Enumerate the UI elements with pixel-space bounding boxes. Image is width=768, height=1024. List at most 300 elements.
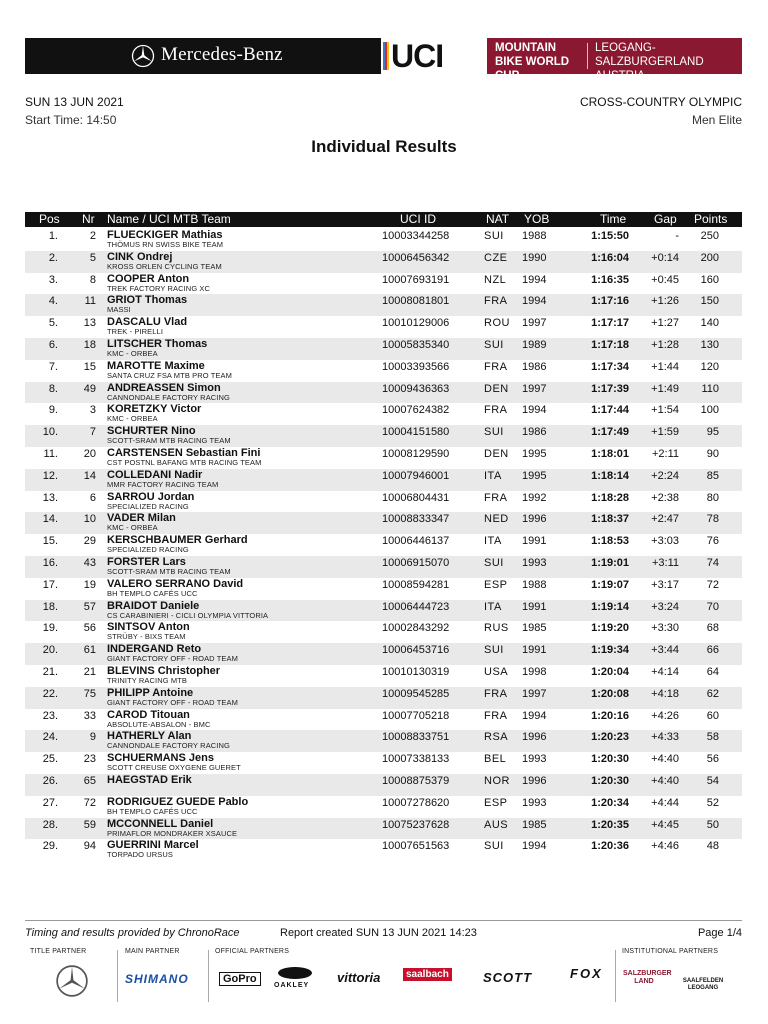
cell-time: 1:18:28	[591, 491, 629, 504]
cell-time: 1:20:36	[591, 840, 629, 853]
cell-uci-id: 10010129006	[382, 317, 450, 330]
cell-points: 68	[706, 622, 719, 635]
cell-yob: 1998	[522, 665, 547, 678]
cell-nr: 9	[89, 731, 96, 744]
cell-nr: 94	[83, 840, 96, 853]
cell-gap: +4:46	[651, 840, 679, 853]
cell-yob: 1986	[522, 426, 547, 439]
cell-nat: SUI	[484, 644, 504, 657]
uci-logo	[381, 38, 487, 74]
cell-time: 1:17:44	[591, 404, 629, 417]
cell-name: FORSTER Lars	[107, 555, 186, 568]
cell-nat: FRA	[484, 709, 508, 722]
divider	[208, 950, 209, 1002]
cell-pos: 16.	[42, 556, 58, 569]
cell-team: CS CARABINIERI - CICLI OLYMPIA VITTORIA	[107, 610, 269, 620]
cell-pos: 10.	[42, 426, 58, 439]
cell-yob: 1993	[522, 796, 547, 809]
cell-nr: 10	[83, 513, 96, 526]
cell-uci-id: 10006446137	[382, 535, 450, 548]
cell-uci-id: 10006456342	[382, 251, 450, 264]
scott-logo: SCOTT	[483, 970, 533, 985]
cell-pos: 5.	[48, 317, 58, 330]
table-row	[25, 338, 742, 360]
cell-uci-id: 10008129590	[382, 447, 450, 460]
cell-yob: 1985	[522, 622, 547, 635]
cell-yob: 1986	[522, 360, 547, 373]
cell-time: 1:17:39	[591, 382, 629, 395]
cell-name: LITSCHER Thomas	[107, 337, 208, 350]
col-uci-id: UCI ID	[400, 212, 436, 226]
table-row	[25, 665, 742, 687]
cell-nr: 7	[89, 426, 96, 439]
table-row	[25, 273, 742, 295]
cell-time: 1:18:14	[591, 469, 629, 482]
cell-uci-id: 10008594281	[382, 578, 450, 591]
cell-name: ANDREASSEN Simon	[107, 381, 221, 394]
cell-nr: 18	[83, 338, 96, 351]
cell-nat: NED	[484, 513, 509, 526]
cell-yob: 1990	[522, 251, 547, 264]
cell-points: 85	[706, 469, 719, 482]
cell-team: SPECIALIZED RACING	[107, 545, 189, 555]
cell-uci-id: 10005835340	[382, 338, 450, 351]
race-category: Men Elite	[691, 113, 742, 127]
cell-team: SCOTT-SRAM MTB RACING TEAM	[107, 436, 231, 446]
cell-yob: 1994	[522, 840, 547, 853]
gopro-logo: GoPro	[219, 972, 261, 986]
cell-points: 130	[700, 338, 719, 351]
cell-uci-id: 10008081801	[382, 295, 450, 308]
cell-nr: 43	[83, 556, 96, 569]
cell-name: SINTSOV Anton	[107, 621, 190, 634]
sponsor-strip	[25, 948, 742, 1008]
cell-team: STRÜBY - BIXS TEAM	[107, 632, 186, 642]
cell-uci-id: 10006453716	[382, 644, 450, 657]
cell-pos: 27.	[42, 796, 58, 809]
saalfelden-leogang-logo: SAALFELDEN LEOGANG	[682, 978, 724, 991]
table-row	[25, 600, 742, 622]
cell-name: MCCONNELL Daniel	[107, 817, 214, 830]
cell-team: BH TEMPLO CAFÉS UCC	[107, 806, 198, 816]
cell-points: 52	[706, 796, 719, 809]
cell-time: 1:19:01	[591, 556, 629, 569]
cell-name: SARROU Jordan	[107, 490, 195, 503]
cell-gap: +4:40	[651, 753, 679, 766]
cell-name: COOPER Anton	[107, 272, 190, 285]
cell-yob: 1993	[522, 556, 547, 569]
table-row	[25, 512, 742, 534]
cell-nat: RUS	[484, 622, 509, 635]
cell-gap: +4:14	[651, 665, 679, 678]
fox-logo: FOX	[570, 966, 603, 981]
timing-credit: Timing and results provided by ChronoRace	[25, 927, 240, 939]
cell-team: KMC - ORBEA	[107, 414, 158, 424]
cell-name: GUERRINI Marcel	[107, 839, 199, 852]
cell-uci-id: 10007946001	[382, 469, 450, 482]
col-nat: NAT	[486, 212, 510, 226]
cell-nat: FRA	[484, 491, 508, 504]
cell-yob: 1988	[522, 578, 547, 591]
cell-name: GRIOT Thomas	[107, 294, 188, 307]
cell-uci-id: 10008875379	[382, 774, 450, 787]
cell-time: 1:17:16	[591, 295, 629, 308]
cell-pos: 11.	[43, 447, 58, 460]
cell-points: 58	[706, 731, 719, 744]
cell-pos: 9.	[48, 404, 58, 417]
cell-time: 1:18:53	[591, 535, 629, 548]
cell-name: VALERO SERRANO David	[107, 577, 244, 590]
cell-gap: +1:27	[651, 317, 679, 330]
table-row	[25, 578, 742, 600]
cell-nr: 6	[89, 491, 96, 504]
cell-uci-id: 10004151580	[382, 426, 450, 439]
cell-nr: 21	[83, 665, 96, 678]
cell-points: 120	[700, 360, 719, 373]
cell-nat: FRA	[484, 295, 508, 308]
cell-pos: 28.	[42, 818, 58, 831]
cell-yob: 1997	[522, 687, 547, 700]
col-gap: Gap	[654, 212, 677, 226]
cell-time: 1:17:49	[591, 426, 629, 439]
cell-time: 1:17:18	[591, 338, 629, 351]
cell-nat: USA	[484, 665, 509, 678]
footer-divider	[25, 920, 742, 921]
cell-nr: 13	[83, 317, 96, 330]
cell-gap: +2:47	[651, 513, 679, 526]
cell-nr: 33	[83, 709, 96, 722]
table-row	[25, 251, 742, 273]
cell-name: PHILIPP Antoine	[107, 686, 194, 699]
table-row	[25, 294, 742, 316]
cell-nat: SUI	[484, 426, 504, 439]
cell-gap: +2:38	[651, 491, 679, 504]
cell-yob: 1996	[522, 774, 547, 787]
cell-nat: ROU	[484, 317, 510, 330]
cell-uci-id: 10008833347	[382, 513, 450, 526]
cell-nat: ITA	[484, 600, 502, 613]
cell-nat: FRA	[484, 404, 508, 417]
cell-time: 1:16:04	[591, 251, 629, 264]
cell-uci-id: 10007278620	[382, 796, 450, 809]
cell-team: SPECIALIZED RACING	[107, 501, 189, 511]
cell-gap: -	[675, 230, 679, 242]
table-row	[25, 360, 742, 382]
cell-nat: SUI	[484, 338, 504, 351]
cell-nr: 3	[89, 404, 96, 417]
cell-gap: +4:45	[651, 818, 679, 831]
cell-time: 1:20:30	[591, 753, 629, 766]
cell-time: 1:20:23	[591, 731, 629, 744]
cell-points: 66	[706, 644, 719, 657]
cell-pos: 4.	[48, 295, 58, 308]
table-row	[25, 774, 742, 796]
cell-name: MAROTTE Maxime	[107, 359, 205, 372]
cell-team: MASSI	[107, 305, 131, 315]
cell-nr: 56	[83, 622, 96, 635]
start-time: Start Time: 14:50	[25, 113, 117, 127]
cell-team: SCOTT CREUSE OXYGENE GUERET	[107, 763, 241, 773]
cell-name: SCHUERMANS Jens	[107, 752, 214, 765]
col-nr: Nr	[82, 212, 95, 226]
cell-nat: CZE	[484, 251, 508, 264]
cell-time: 1:15:50	[591, 230, 629, 242]
cell-yob: 1994	[522, 273, 547, 286]
cell-name: CAROD Titouan	[107, 708, 190, 721]
cell-yob: 1994	[522, 404, 547, 417]
cell-yob: 1988	[522, 230, 547, 242]
report-created: Report created SUN 13 JUN 2021 14:23	[280, 927, 477, 939]
cell-points: 150	[700, 295, 719, 308]
cell-points: 78	[706, 513, 719, 526]
cell-uci-id: 10003393566	[382, 360, 450, 373]
cell-nr: 11	[84, 295, 96, 308]
cell-name: KERSCHBAUMER Gerhard	[107, 534, 248, 547]
cell-time: 1:19:14	[591, 600, 629, 613]
cell-time: 1:16:35	[591, 273, 629, 286]
cell-time: 1:19:07	[591, 578, 629, 591]
cell-time: 1:19:34	[591, 644, 629, 657]
label-title-partner: TITLE PARTNER	[30, 948, 87, 955]
cell-nat: ESP	[484, 796, 508, 809]
cell-yob: 1991	[522, 600, 547, 613]
cell-nr: 72	[83, 796, 96, 809]
results-table	[25, 229, 742, 861]
cell-nat: SUI	[484, 230, 504, 242]
cell-nr: 15	[83, 360, 96, 373]
cell-team: ABSOLUTE-ABSALON - BMC	[107, 719, 211, 729]
cell-name: SCHURTER Nino	[107, 425, 196, 438]
cell-pos: 20.	[42, 644, 58, 657]
cell-name: BLEVINS Christopher	[107, 664, 221, 677]
divider	[587, 43, 588, 69]
world-cup-title: MOUNTAIN BIKE WORLD CUP	[495, 42, 570, 82]
cell-nat: FRA	[484, 687, 508, 700]
table-row	[25, 752, 742, 774]
cell-uci-id: 10008833751	[382, 731, 450, 744]
cell-pos: 24.	[42, 731, 58, 744]
cell-time: 1:20:30	[591, 774, 629, 787]
cell-name: COLLEDANI Nadir	[107, 468, 203, 481]
cell-team: KROSS ORLEN CYCLING TEAM	[107, 261, 222, 271]
salzburger-land-logo: SALZBURGER LAND	[623, 970, 672, 985]
cell-uci-id: 10009545285	[382, 687, 450, 700]
cell-team: TREK FACTORY RACING XC	[107, 283, 211, 293]
shimano-logo: SHIMANO	[125, 972, 189, 986]
cell-points: 160	[700, 273, 719, 286]
cell-name: BRAIDOT Daniele	[107, 599, 200, 612]
cell-gap: +1:26	[651, 295, 679, 308]
table-row	[25, 447, 742, 469]
cell-name: HAEGSTAD Erik	[107, 773, 192, 786]
cell-team: PRIMAFLOR MONDRAKER XSAUCE	[107, 828, 238, 838]
cell-nr: 20	[83, 447, 96, 460]
table-row	[25, 469, 742, 491]
oakley-ellipse-icon	[275, 966, 315, 980]
col-pos: Pos	[39, 212, 60, 226]
cell-yob: 1995	[522, 447, 547, 460]
cell-team: GIANT FACTORY OFF - ROAD TEAM	[107, 697, 238, 707]
cell-team: THÖMUS RN SWISS BIKE TEAM	[107, 240, 224, 249]
cell-nr: 29	[83, 535, 96, 548]
rainbow-stripes-icon	[383, 42, 389, 70]
cell-uci-id: 10007705218	[382, 709, 450, 722]
cell-pos: 19.	[42, 622, 58, 635]
cell-pos: 21.	[42, 665, 58, 678]
table-row	[25, 425, 742, 447]
cell-uci-id: 10007693191	[382, 273, 450, 286]
cell-gap: +3:17	[651, 578, 679, 591]
table-row	[25, 839, 742, 861]
cell-team: KMC - ORBEA	[107, 348, 158, 358]
cell-nat: BEL	[484, 753, 507, 766]
cell-nat: NZL	[484, 273, 507, 286]
cell-pos: 8.	[48, 382, 58, 395]
cell-team: TRINITY RACING MTB	[107, 675, 187, 685]
brand-name: Mercedes-Benz	[161, 44, 283, 65]
cell-time: 1:20:08	[591, 687, 629, 700]
cell-pos: 6.	[48, 338, 58, 351]
cell-pos: 2.	[48, 251, 58, 264]
col-points: Points	[694, 212, 728, 226]
cell-yob: 1985	[522, 818, 547, 831]
cell-gap: +0:14	[651, 251, 679, 264]
cell-nr: 65	[83, 774, 96, 787]
cell-time: 1:19:20	[591, 622, 629, 635]
cell-pos: 22.	[42, 687, 58, 700]
cell-yob: 1991	[522, 535, 547, 548]
cell-uci-id: 10006804431	[382, 491, 450, 504]
cell-gap: +3:11	[651, 556, 679, 569]
cell-name: DASCALU Vlad	[107, 316, 188, 329]
cell-uci-id: 10002843292	[382, 622, 450, 635]
cell-team: BH TEMPLO CAFÉS UCC	[107, 588, 198, 598]
cell-nat: FRA	[484, 360, 508, 373]
cell-yob: 1993	[522, 753, 547, 766]
cell-uci-id: 10006444723	[382, 600, 450, 613]
label-main-partner: MAIN PARTNER	[125, 948, 180, 955]
cell-name: HATHERLY Alan	[107, 730, 192, 743]
table-row	[25, 403, 742, 425]
cell-gap: +3:03	[651, 535, 679, 548]
cell-team: CST POSTNL BAFANG MTB RACING TEAM	[107, 457, 262, 467]
cell-pos: 12.	[42, 469, 58, 482]
uci-wordmark: UCI	[391, 38, 444, 74]
table-row	[25, 556, 742, 578]
table-row	[25, 687, 742, 709]
cell-nat: AUS	[484, 818, 509, 831]
cell-gap: +1:28	[651, 338, 679, 351]
cell-nr: 8	[89, 273, 96, 286]
divider	[615, 950, 616, 1002]
cell-yob: 1996	[522, 513, 547, 526]
table-row	[25, 730, 742, 752]
cell-gap: +4:33	[651, 731, 679, 744]
table-row	[25, 818, 742, 840]
cell-points: 56	[706, 753, 719, 766]
cell-nr: 14	[83, 469, 96, 482]
cell-gap: +0:45	[651, 273, 679, 286]
cell-gap: +2:24	[651, 469, 679, 482]
cell-nr: 49	[83, 382, 96, 395]
table-row	[25, 229, 742, 251]
cell-time: 1:20:35	[591, 818, 629, 831]
col-name: Name / UCI MTB Team	[107, 212, 231, 226]
cell-gap: +1:54	[651, 404, 679, 417]
cell-uci-id: 10007338133	[382, 753, 450, 766]
cell-time: 1:18:37	[591, 513, 629, 526]
cell-yob: 1996	[522, 731, 547, 744]
table-row	[25, 491, 742, 513]
cell-nat: ITA	[484, 469, 502, 482]
cell-name: INDERGAND Reto	[107, 643, 202, 656]
cell-points: 90	[706, 447, 719, 460]
header-banner	[25, 38, 742, 82]
cell-team: SCOTT-SRAM MTB RACING TEAM	[107, 566, 231, 576]
cell-points: 74	[706, 556, 719, 569]
cell-uci-id: 10007651563	[382, 840, 450, 853]
cell-pos: 18.	[42, 600, 58, 613]
cell-name: VADER Milan	[107, 512, 176, 525]
cell-yob: 1997	[522, 317, 547, 330]
cell-time: 1:20:04	[591, 665, 629, 678]
table-row	[25, 382, 742, 404]
page-title: Individual Results	[311, 137, 457, 156]
cell-gap: +1:49	[651, 382, 679, 395]
cell-pos: 17.	[42, 578, 58, 591]
table-row	[25, 709, 742, 731]
cell-team: SANTA CRUZ FSA MTB PRO TEAM	[107, 370, 232, 380]
cell-pos: 25.	[42, 753, 58, 766]
cell-yob: 1997	[522, 382, 547, 395]
cell-pos: 14.	[42, 513, 58, 526]
cell-team: KMC - ORBEA	[107, 523, 158, 533]
oakley-logo: OAKLEY	[274, 982, 310, 989]
cell-team: CANNONDALE FACTORY RACING	[107, 741, 230, 751]
cell-pos: 15.	[42, 535, 58, 548]
cell-nr: 57	[83, 600, 96, 613]
cell-yob: 1991	[522, 644, 547, 657]
cell-pos: 3.	[48, 273, 58, 286]
col-yob: YOB	[524, 212, 550, 226]
cell-nr: 19	[83, 578, 96, 591]
cell-nat: ITA	[484, 535, 502, 548]
cell-gap: +3:24	[651, 600, 679, 613]
cell-pos: 1.	[48, 230, 58, 242]
cell-name: CARSTENSEN Sebastian Fini	[107, 446, 261, 459]
cell-points: 72	[706, 578, 719, 591]
cell-time: 1:20:34	[591, 796, 629, 809]
cell-gap: +1:44	[651, 360, 679, 373]
cell-nr: 75	[83, 687, 96, 700]
cell-pos: 13.	[42, 491, 58, 504]
cell-pos: 7.	[48, 360, 58, 373]
cell-pos: 23.	[42, 709, 58, 722]
cell-uci-id: 10006915070	[382, 556, 450, 569]
cell-uci-id: 10009436363	[382, 382, 450, 395]
cell-points: 64	[706, 665, 719, 678]
cell-gap: +3:30	[651, 622, 679, 635]
table-row	[25, 316, 742, 338]
cell-team: TORPADO URSUS	[107, 850, 174, 860]
cell-yob: 1989	[522, 338, 547, 351]
cell-pos: 29.	[42, 840, 58, 853]
cell-name: CINK Ondrej	[107, 250, 173, 263]
cell-points: 76	[706, 535, 719, 548]
cell-points: 60	[706, 709, 719, 722]
world-cup-block	[487, 38, 742, 82]
cell-points: 62	[706, 687, 719, 700]
